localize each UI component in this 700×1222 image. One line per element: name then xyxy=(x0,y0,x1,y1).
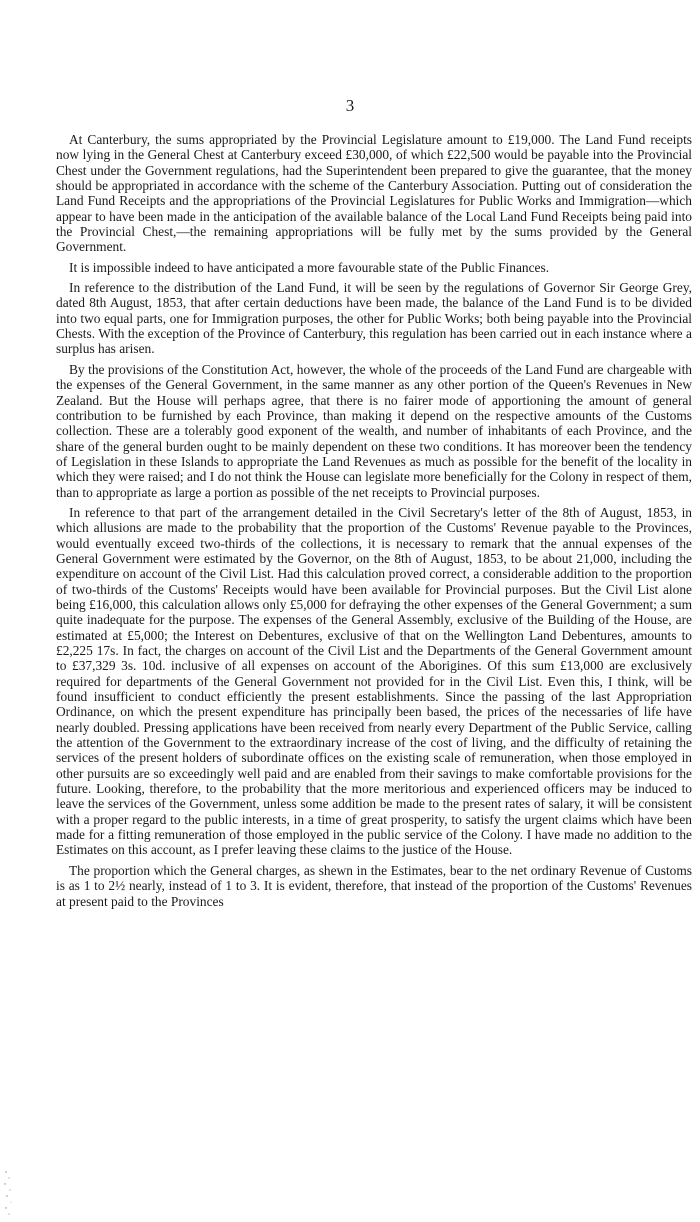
paragraph-public-finances: It is impossible indeed to have anticipated a more favourable state of the Public Finances. xyxy=(69,259,550,275)
paragraph-general-charges-proportion: The proportion which the General charges, as shewn in the Estimates, bear to the net ordinary Revenue of Customs is as 1 to 2½ nearly, instead of 1 to 3. It is evident, therefore, that instead of the proportion of the Customs' Revenues at present paid to the Provinces xyxy=(56,862,692,909)
paragraph-land-fund-distribution: In reference to the distribution of the Land Fund, it will be seen by the regulations of Governor Sir George Grey, dated 8th August, 1853, that after certain deductions have been made, the balance of the Land Fund is to be divided into two equal parts, one for Immigration purposes, the other for Public Works; both being payable into the Provincial Chests. With the exception of the Province of Canterbury, this regulation has been carried out in each instance where a surplus has arisen. xyxy=(56,280,692,357)
paragraph-civil-secretary-letter: In reference to that part of the arrangement detailed in the Civil Secretary's letter of the 8th of August, 1853, in which allusions are made to the probability that the proportion of the Customs' Revenue payable to the Provinces, would eventually exceed two-thirds of the collections, it is necessary to remark that the annual expenses of the General Government were estimated by the Governor, on the 8th of August, 1853, to be about 21,000, including the expenditure on account of the Civil List. Had this calculation proved correct, a considerable addition to the proportion of two-thirds of the Customs' Receipts would have been available for Provincial purposes. But the Civil List alone being £16,000, this calculation allows only £5,000 for defraying the other expenses of the General Government; a sum quite inadequate for the purpose. The expenses of the General Assembly, exclusive of the Building of the House, are estimated at £5,000; the Interest on Debentures, exclusive of that on the Wellington Land Debentures, amounts to £2,225 17s. In fact, the charges on account of the Civil List and the Departments of the General Government amount to £37,329 3s. 10d. inclusive of all expenses on account of the Aborigines. Of this sum £13,000 are exclusively required for departments of the General Government not provided for in the Civil List. Even this, I think, will be found insufficient to conduct efficiently the present establishments. Since the passing of the last Appropriation Ordinance, on which the present expenditure has principally been based, the prices of the necessaries of life have nearly doubled. Pressing applications have been received from nearly every Department of the Public Service, calling the attention of the Government to the extraordinary increase of the cost of living, and the difficulty of retaining the services of the present holders of subordinate offices on the existing scale of remuneration, when those employed in other pursuits are so exceedingly well paid and are enabled from their savings to make comfortable provisions for the future. Looking, therefore, to the probability that the more meritorious and experienced officers may be induced to leave the services of the Government, unless some addition be made to the present rates of salary, it will be consistent with a proper regard to the public interests, in a time of great prosperity, to satisfy the urgent claims which have been made for a fitting remuneration of those employed in the public service of the Colony. I have made no addition to the Estimates on this account, as I prefer leaving these claims to the justice of the House. xyxy=(56,504,692,858)
margin-specks xyxy=(2,1168,16,1220)
paragraph-canterbury-appropriations: At Canterbury, the sums appropriated by the Provincial Legislature amount to £19,000. The Land Fund receipts now lying in the General Chest at Canterbury exceed £30,000, of which £22,500 would be payable into the Provincial Chest under the Government regulations, had the Superintendent been prepared to give the guarantee, that the money should be appropriated in accordance with the scheme of the Canterbury Association. Putting out of consideration the Land Fund Receipts and the appropriations of the Provincial Legislatures for Public Works and Immigration—which appear to have been made in the anticipation of the available balance of the Local Land Fund Receipts being paid into the Provincial Chest,—the remaining appropriations will be fully met by the sums provided by the General Government. xyxy=(56,132,692,255)
body-text xyxy=(56,132,692,914)
page-number: 3 xyxy=(345,96,355,115)
paragraph-constitution-act: By the provisions of the Constitution Act, however, the whole of the proceeds of the Land Fund are chargeable with the expenses of the General Government, in the same manner as any other portion of the Queen's Revenues in New Zealand. But the House will perhaps agree, that there is no fairer mode of apportioning the amount of general contribution to be furnished by each Province, than making it depend on the respective amounts of the Customs collection. These are a tolerably good exponent of the wealth, and number of inhabitants of each Province, and the share of the general burden ought to be mainly dependent on these two conditions. It has moreover been the tendency of Legislation in these Islands to appropriate the Land Revenues as much as possible for the benefit of the locality in which they were raised; and I do not think the House can legislate more beneficially for the Colony in respect of them, than to appropriate as large a portion as possible of the net receipts to Provincial purposes. xyxy=(56,361,692,500)
